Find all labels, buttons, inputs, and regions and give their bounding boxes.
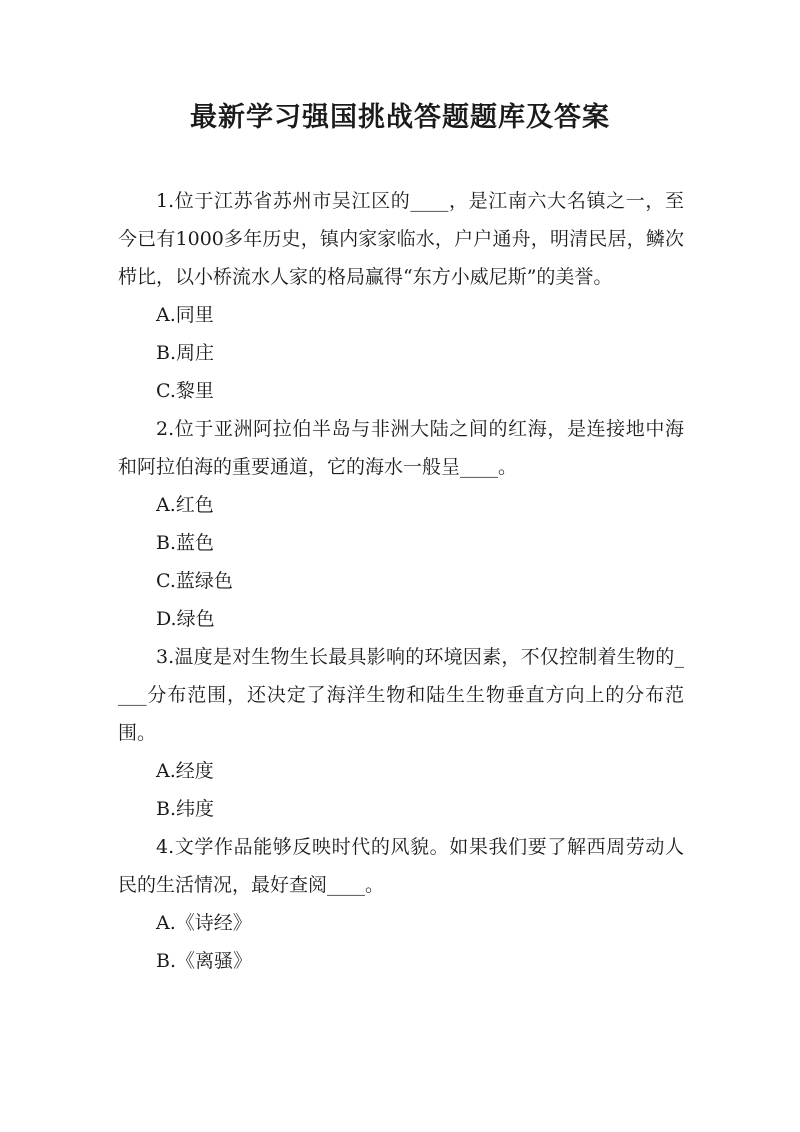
question-option: C.蓝绿色 [156,570,233,592]
question-option: A.红色 [156,494,214,516]
question-option: B.周庄 [156,342,215,364]
page-title: 最新学习强国挑战答题题库及答案 [190,102,610,133]
question-3 [118,638,684,828]
question-option: B.纬度 [156,798,215,820]
question-list [118,182,684,980]
question-text: 3.温度是对生物生长最具影响的环境因素，不仅控制着生物的____分布范围，还决定了海洋生物和陆生生物垂直方向上的分布范围。 [118,646,684,744]
question-option: A.经度 [156,760,214,782]
question-option: D.绿色 [156,608,215,630]
question-option: C.黎里 [156,380,214,402]
question-2 [118,410,684,638]
question-option: B.蓝色 [156,532,215,554]
question-4 [118,828,684,980]
question-option: B.《离骚》 [156,950,253,972]
question-option: A.《诗经》 [156,912,252,934]
question-text: 4.文学作品能够反映时代的风貌。如果我们要了解西周劳动人民的生活情况，最好查阅____。 [118,836,684,896]
question-text: 2.位于亚洲阿拉伯半岛与非洲大陆之间的红海，是连接地中海和阿拉伯海的重要通道，它的海水一般呈____。 [118,418,684,478]
question-text: 1.位于江苏省苏州市吴江区的____，是江南六大名镇之一，至今已有1000多年历史，镇内家家临水，户户通舟，明清民居，鳞次栉比，以小桥流水人家的格局赢得“东方小威尼斯”的美誉。 [118,190,684,288]
question-1 [118,182,684,410]
question-option: A.同里 [156,304,214,326]
